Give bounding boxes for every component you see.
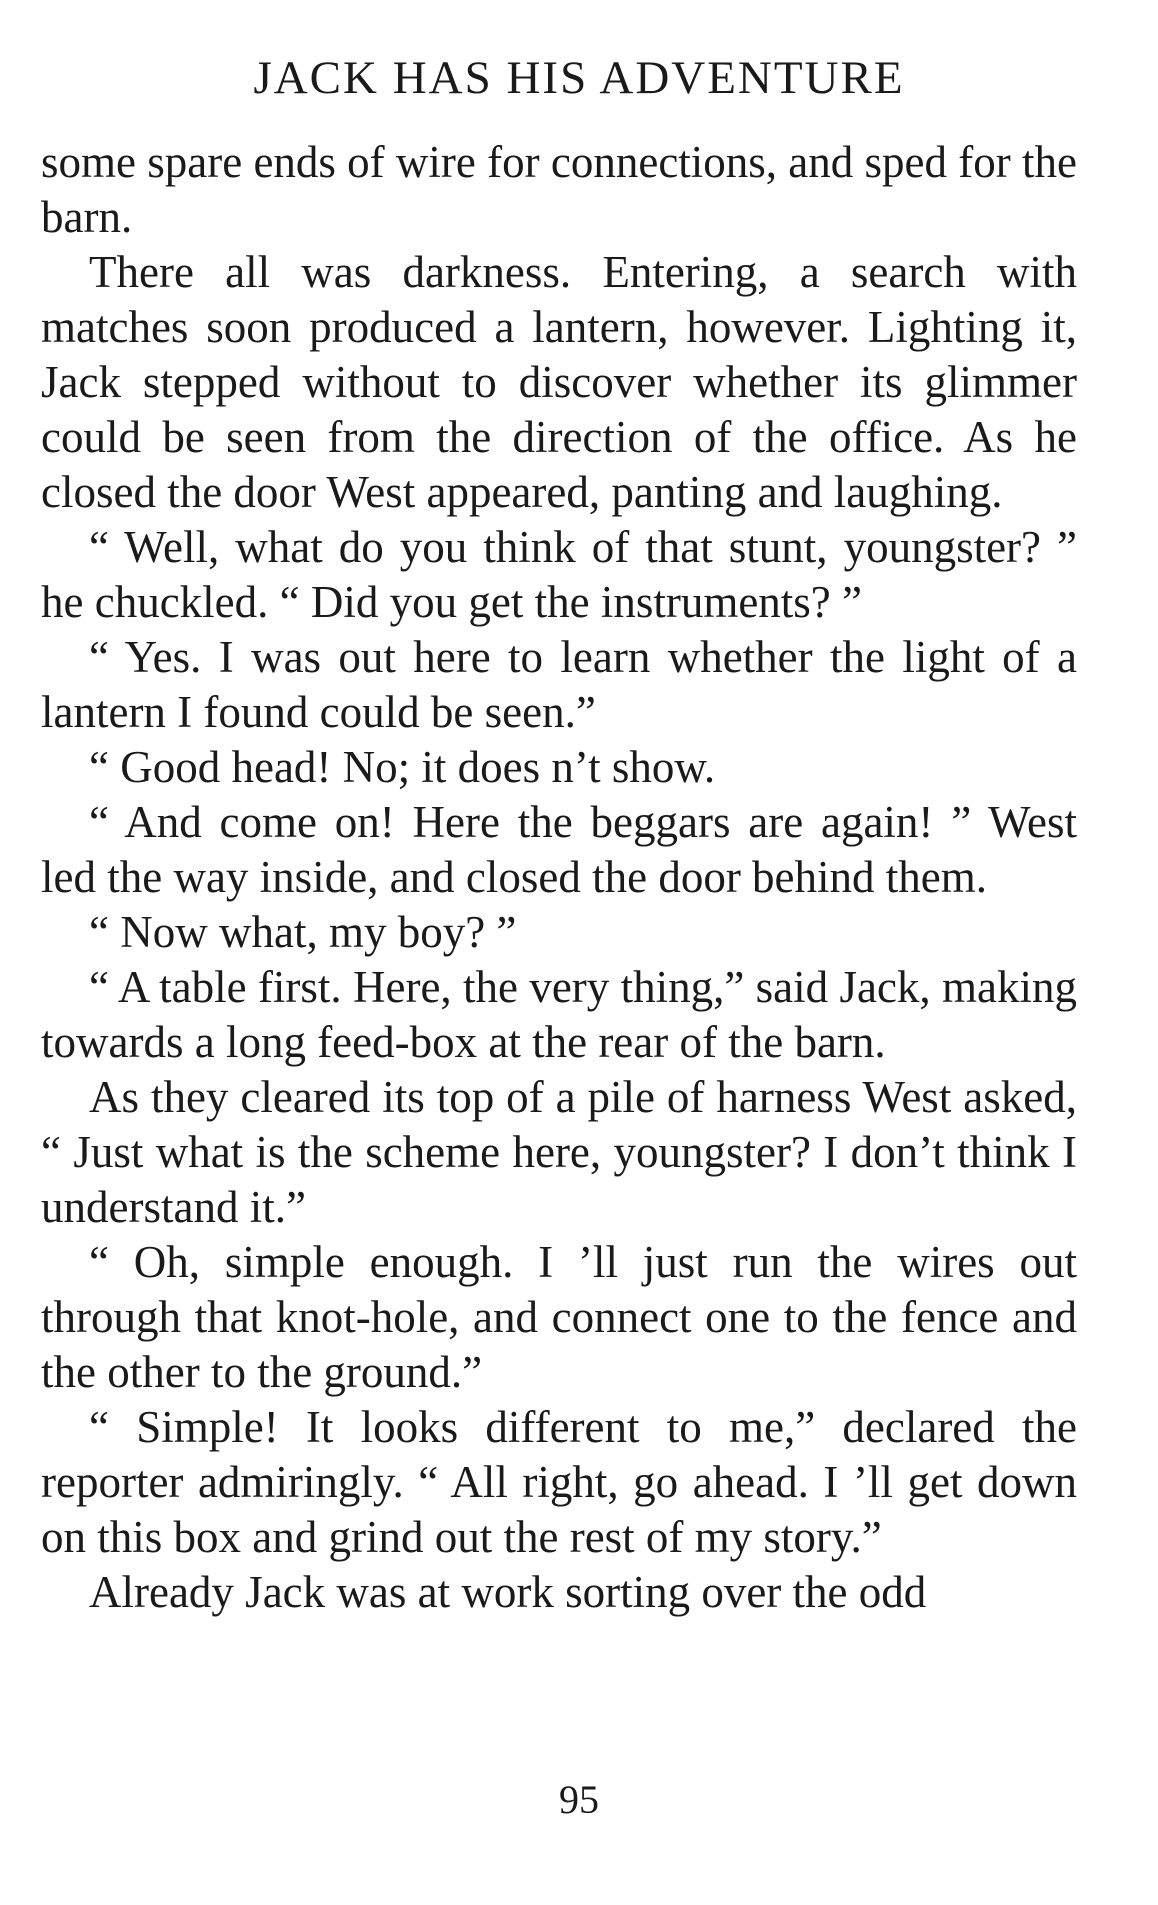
paragraph: “ Good head! No; it does n’t show. — [89, 742, 716, 792]
paragraph: There all was darkness. Entering, a search with matches soon produced a lantern, however. Lighting it, Jack stepped without to discover whether its glimmer could be seen from the direction of the office. As he closed the door West appeared, panting and laughing. — [41, 247, 1077, 517]
body-text — [41, 135, 1077, 1620]
paragraph: “ A table first. Here, the very thing,” said Jack, making towards a long feed-box at the rear of the barn. — [41, 962, 1077, 1067]
paragraph: As they cleared its top of a pile of harness West asked, “ Just what is the scheme here, youngster? I don’t think I understand it.” — [41, 1072, 1077, 1232]
paragraph: “ Well, what do you think of that stunt, youngster? ” he chuckled. “ Did you get the instruments? ” — [41, 522, 1077, 627]
paragraph: “ Now what, my boy? ” — [89, 907, 517, 957]
paragraph: Already Jack was at work sorting over the odd — [89, 1567, 927, 1617]
paragraph: “ And come on! Here the beggars are again! ” West led the way inside, and closed the door behind them. — [41, 797, 1077, 902]
paragraph: “ Yes. I was out here to learn whether the light of a lantern I found could be seen.” — [41, 632, 1077, 737]
page-number: 95 — [559, 1777, 599, 1822]
paragraph: “ Oh, simple enough. I ’ll just run the wires out through that knot-hole, and connect one to the fence and the other to the ground.” — [41, 1237, 1077, 1397]
paragraph: “ Simple! It looks different to me,” declared the reporter admiringly. “ All right, go ahead. I ’ll get down on this box and grind out the rest of my story.” — [41, 1402, 1077, 1562]
running-title: JACK HAS HIS ADVENTURE — [253, 52, 905, 104]
paragraph: some spare ends of wire for connections, and sped for the barn. — [41, 137, 1077, 242]
